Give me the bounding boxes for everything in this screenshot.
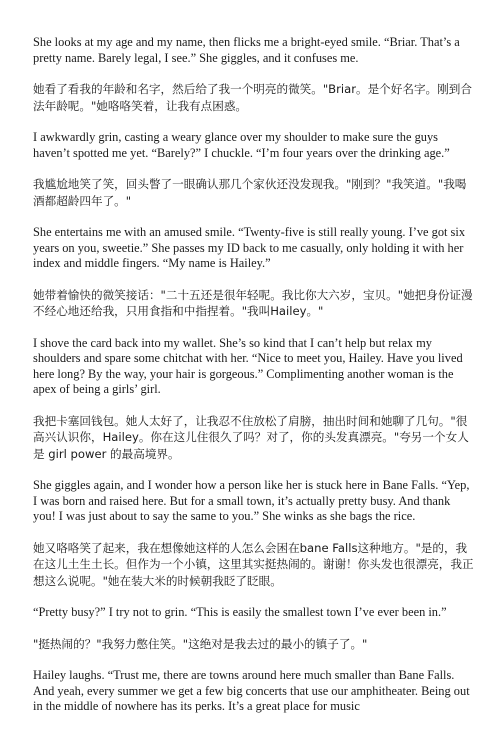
book-page: [33, 35, 475, 730]
paragraph-en: She giggles again, and I wonder how a person like her is stuck here in Bane Falls. “Yep, I was born and raised here. But for a small town, it’s actually pretty busy. And thank you! I was just about to say the same to you.” She winks as she bags the rice.: [33, 478, 470, 524]
paragraph-en: She looks at my age and my name, then flicks me a bright-eyed smile. “Briar. That’s a pretty name. Barely legal, I see.” She giggles, and it confuses me.: [33, 35, 460, 65]
paragraph-zh: 我把卡塞回钱包。她人太好了，让我忍不住放松了肩膀，抽出时间和她聊了几句。"很高兴认识你，Hailey。你在这儿住很久了吗？对了，你的头发真漂亮。"夸另一个女人是 girl power 的最高境界。: [33, 413, 469, 461]
paragraph-en: I shove the card back into my wallet. She’s so kind that I can’t help but relax my shoulders and spare some chitchat with her. “Nice to meet you, Hailey. Have you lived here long? By the way, your hair is gorgeous.” Complimenting another woman is the apex of being a girls’ girl.: [33, 335, 463, 397]
paragraph-zh: 她带着愉快的微笑接话："二十五还是很年轻呢。我比你大六岁，宝贝。"她把身份证漫不经心地还给我，只用食指和中指捏着。"我叫Hailey。": [33, 287, 473, 319]
paragraph-en: Hailey laughs. “Trust me, there are towns around here much smaller than Bane Falls. And yeah, every summer we get a few big concerts that use our amphitheater. Being out in the middle of nowhere has its perks. It’s a great place for music: [33, 668, 470, 714]
paragraph-en: I awkwardly grin, casting a weary glance over my shoulder to make sure the guys haven’t spotted me yet. “Barely?” I chuckle. “I’m four years over the drinking age.”: [33, 130, 450, 160]
paragraph-zh: 她又咯咯笑了起来，我在想像她这样的人怎么会困在bane Falls这种地方。"是的，我在这儿土生土长。但作为一个小镇，这里其实挺热闹的。谢谢！你头发也很漂亮，我正想这么说呢。"她在装大米的时候朝我眨了眨眼。: [33, 540, 474, 588]
paragraph-en: She entertains me with an amused smile. “Twenty-five is still really young. I’ve got six years on you, sweetie.” She passes my ID back to me casually, only holding it with her index and middle fingers. “My name is Hailey.”: [33, 225, 466, 271]
paragraph-zh: "挺热闹的？"我努力憋住笑。"这绝对是我去过的最小的镇子了。": [33, 636, 368, 651]
paragraph-zh: 我尴尬地笑了笑，回头瞥了一眼确认那几个家伙还没发现我。"刚到？"我笑道。"我喝酒都超龄四年了。": [33, 177, 467, 208]
paragraph-en: “Pretty busy?” I try not to grin. “This is easily the smallest town I’ve ever been in.”: [33, 605, 447, 620]
paragraph-zh: 她看了看我的年龄和名字，然后给了我一个明亮的微笑。"Briar。是个好名字。刚到合法年龄呢。"她咯咯笑着，让我有点困惑。: [33, 82, 472, 113]
